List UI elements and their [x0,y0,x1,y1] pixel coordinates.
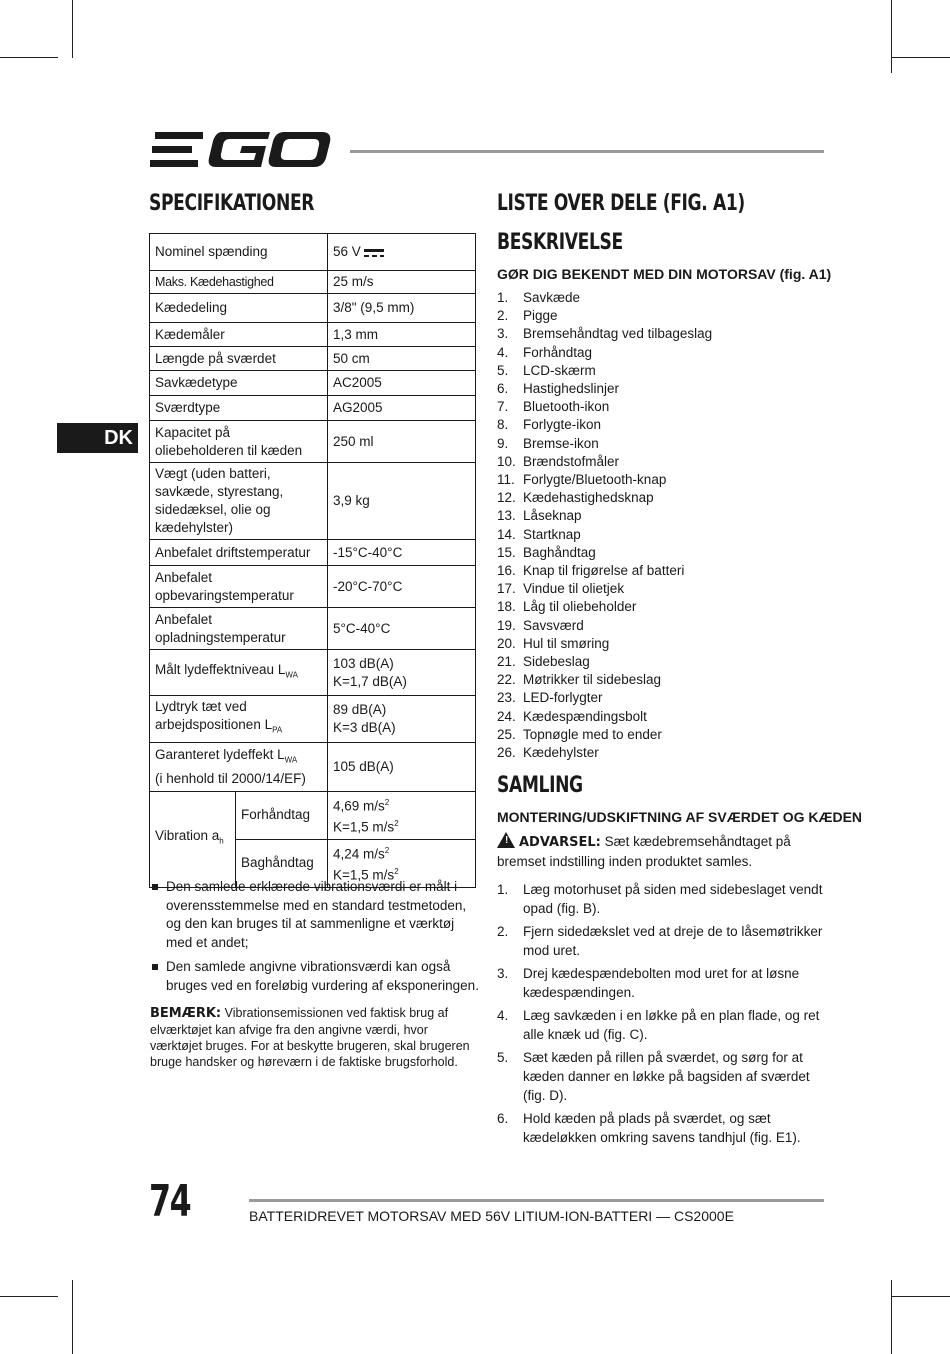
spec-value: AC2005 [328,371,476,396]
spec-value: 89 dB(A) K=3 dB(A) [328,696,476,743]
page-number: 74 [149,1176,191,1227]
list-item: 4. Forhåndtag [497,344,593,360]
list-item: 2. Fjern sidedækslet ved at dreje de to låsemøtrikker mod uret. [497,924,823,958]
steps-list [497,880,827,1151]
note-text: Vibrationsemissionen ved faktisk brug af elværktøjet kan afvige fra den angivne værdi, hvor værktøjet bruges. For at beskytte brugeren, skal brugeren bruge handsker og høreværn i de faktiske brugsforhold. [150,1006,470,1069]
parts-subtitle: GØR DIG BEKENDT MED DIN MOTORSAV (fig. A1) [497,266,832,282]
spec-label: Lydtryk tæt ved arbejdspositionen $L_{PA}$ [150,696,328,743]
parts-list [497,289,712,762]
spec-value: 3,9 kg [328,463,476,540]
list-item: 15. Baghåndtag [497,544,596,560]
list-item: 22. Møtrikker til sidebeslag [497,672,662,688]
crop-mark [891,1296,950,1297]
dc-symbol-icon [364,248,384,257]
spec-value: -15°C-40°C [328,540,476,566]
spec-label: Længde på sværdet [150,347,328,371]
table-row [150,294,476,323]
list-item: 24. Kædespændingsbolt [497,708,647,724]
table-row [150,791,476,839]
note [150,1005,480,1070]
vibration-front-value: 4,69 $m/s^2$ K=1,5 $m/s^2$ [328,791,476,839]
table-row [150,396,476,421]
warning-text: Sæt kædebremsehåndtaget på bremset indstilling inden produktet samles. [497,834,791,869]
list-item: 11. Forlygte/Bluetooth-knap [497,472,667,488]
footer-rule [249,1199,824,1202]
spec-value: 250 ml [328,421,476,463]
list-item: 3. Bremsehåndtag ved tilbageslag [497,326,713,342]
bullet-list [150,878,480,1001]
table-row [150,234,476,271]
list-item: 14. Startknap [497,526,581,542]
vibration-label: Vibration $a_h$ [150,791,236,887]
spec-label: Målt lydeffektniveau $L_{WA}$ [150,650,328,696]
specs-title: SPECIFIKATIONER [149,191,315,216]
note-label: BEMÆRK: [150,1006,222,1021]
spec-label: Anbefalet opladningstemperatur [150,608,328,650]
warning-label: ADVARSEL: [519,835,601,850]
list-item: 3. Drej kædespændebolten mod uret for at løsne kædespændingen. [497,966,800,1000]
table-row [150,608,476,650]
language-tab: DK [57,423,138,453]
spec-value: 56 V [328,234,476,271]
assembly-title: SAMLING [497,773,583,798]
assembly-subtitle: MONTERING/UDSKIFTNING AF SVÆRDET OG KÆDEN [497,809,863,825]
table-row [150,650,476,696]
spec-value: 1,3 mm [328,323,476,347]
spec-label: Kædemåler [150,323,328,347]
spec-label: Maks. Kædehastighed [150,271,328,294]
spec-label: Anbefalet driftstemperatur [150,540,328,566]
spec-label: Kapacitet på oliebeholderen til kæden [150,421,328,463]
description-title: BESKRIVELSE [497,230,623,255]
list-item: Den samlede erklærede vibrationsværdi er målt i overensstemmelse med en standard testmetoden, og den kan bruges til at sammenligne et værktøj med et andet; [150,878,480,952]
list-item: Den samlede angivne vibrationsværdi kan også bruges ved en foreløbig vurdering af eksponeringen. [150,958,480,995]
vibration-front-label: Forhåndtag [236,791,328,839]
table-row [150,566,476,608]
table-row [150,271,476,294]
spec-label: Anbefalet opbevaringstemperatur [150,566,328,608]
list-item: 6. Hold kæden på plads på sværdet, og sæt kædeløkken omkring savens tandhjul (fig. E1). [497,1111,801,1145]
footer-text: BATTERIDREVET MOTORSAV MED 56V LITIUM-ION-BATTERI — CS2000E [249,1208,734,1224]
list-item: 25. Topnøgle med to ender [497,726,662,742]
list-item: 2. Pigge [497,308,558,324]
list-item: 21. Sidebeslag [497,654,590,670]
table-row [150,347,476,371]
spec-value: 5°C-40°C [328,608,476,650]
spec-label: Garanteret lydeffekt $L_{WA}$ (i henhold til 2000/14/EF) [150,742,328,791]
list-item: 13. Låseknap [497,508,582,524]
warning-icon: ! [497,832,515,848]
spec-label: Kædedeling [150,294,328,323]
list-item: 5. LCD-skærm [497,362,596,378]
parts-title: LISTE OVER DELE (FIG. A1) [497,191,745,216]
crop-mark [72,0,73,58]
list-item: 18. Låg til oliebeholder [497,599,637,615]
warning [497,832,827,871]
spec-value: 25 m/s [328,271,476,294]
table-row [150,421,476,463]
vibration-rear-value: 4,24 $m/s^2$ K=1,5 $m/s^2$ [328,839,476,887]
header-rule [350,150,824,153]
list-item: 20. Hul til smøring [497,635,610,651]
crop-mark [0,1296,58,1297]
crop-mark [891,57,950,58]
list-item: 8. Forlygte-ikon [497,417,602,433]
list-item: 19. Savsværd [497,617,584,633]
list-item: 6. Hastighedslinjer [497,381,620,397]
spec-value: 103 dB(A) K=1,7 dB(A) [328,650,476,696]
crop-mark [72,1280,73,1354]
list-item: 1. Savkæde [497,290,581,305]
list-item: 12. Kædehastighedsknap [497,490,654,506]
spec-label: Sværdtype [150,396,328,421]
spec-label: Savkædetype [150,371,328,396]
table-row [150,540,476,566]
spec-value: 50 cm [328,347,476,371]
table-row [150,371,476,396]
list-item: 23. LED-forlygter [497,690,603,706]
list-item: 16. Knap til frigørelse af batteri [497,563,685,579]
spec-value: AG2005 [328,396,476,421]
spec-label: Vægt (uden batteri, savkæde, styrestang, sidedæksel, olie og kædehylster) [150,463,328,540]
spec-value: 105 dB(A) [328,742,476,791]
vibration-rear-label: Baghåndtag [236,839,328,887]
list-item: 4. Læg savkæden i en løkke på en plan flade, og ret alle knæk ud (fig. C). [497,1008,820,1042]
list-item: 26. Kædehylster [497,745,599,761]
spec-table [149,233,476,888]
list-item: 9. Bremse-ikon [497,435,599,451]
table-row [150,463,476,540]
list-item: 10. Brændstofmåler [497,453,620,469]
spec-value: 3/8" (9,5 mm) [328,294,476,323]
crop-mark [891,1280,892,1354]
list-item: 7. Bluetooth-ikon [497,399,610,415]
table-row [150,323,476,347]
brand-logo [150,128,332,172]
list-item: 1. Læg motorhuset på siden med sidebeslaget vendt opad (fig. B). [497,882,823,916]
crop-mark [891,0,892,73]
table-row [150,742,476,791]
list-item: 5. Sæt kæden på rillen på sværdet, og sørg for at kæden danner en løkke på bagsiden af sværdet (fig. D). [497,1050,810,1103]
crop-mark [0,57,58,58]
spec-label: Nominel spænding [150,234,328,271]
table-row [150,696,476,743]
spec-value: -20°C-70°C [328,566,476,608]
list-item: 17. Vindue til olietjek [497,581,625,597]
